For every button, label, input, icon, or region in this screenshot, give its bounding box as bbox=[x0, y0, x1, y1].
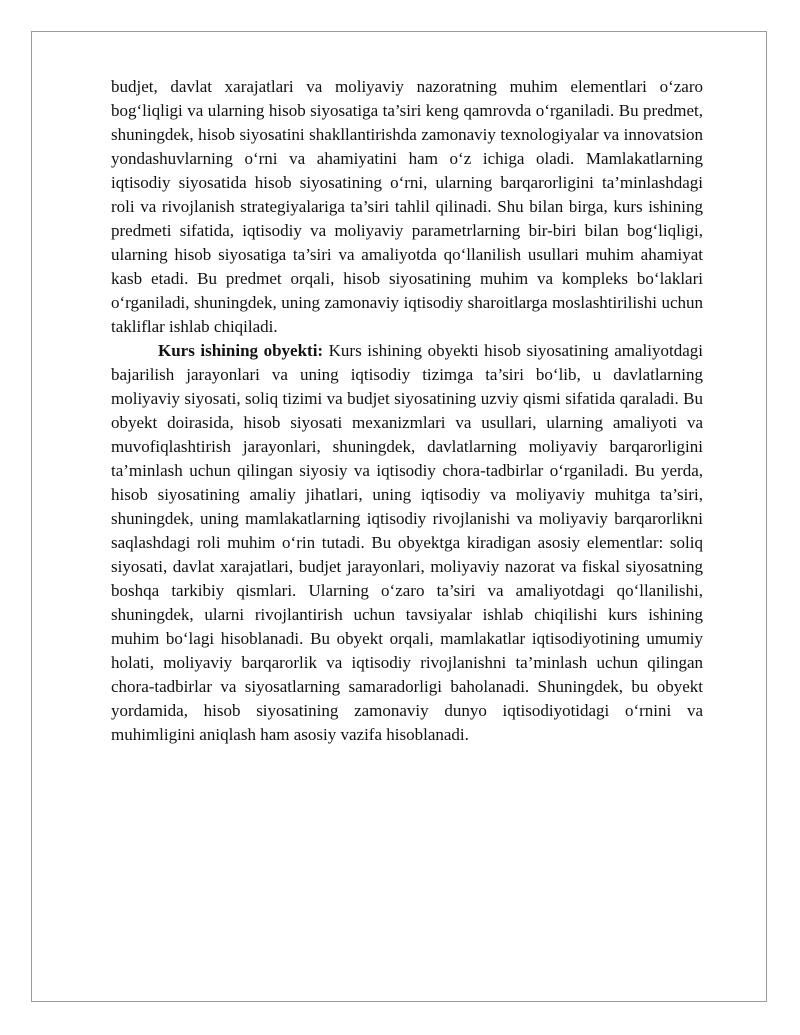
paragraph-heading: Kurs ishining obyekti: bbox=[158, 341, 324, 360]
paragraph-obyekt bbox=[111, 339, 703, 747]
body-text bbox=[111, 75, 703, 747]
paragraph-predmet: budjet, davlat xarajatlari va moliyaviy nazoratning muhim elementlari o‘zaro bog‘liqligi va ularning hisob siyosatiga ta’siri keng qamrovda o‘rganiladi. Bu predmet, shuningdek, hisob siyosatini shakllantirishda zamonaviy texnologiyalar va innovatsion yondashuvlarning o‘rni va ahamiyatini ham o‘z ichiga oladi. Mamlakatlarning iqtisodiy siyosatida hisob siyosatining o‘rni, ularning barqarorligini ta’minlashdagi roli va rivojlanish strategiyalariga ta’siri tahlil qilinadi. Shu bilan birga, kurs ishining predmeti sifatida, iqtisodiy va moliyaviy parametrlarning bir-biri bilan bog‘liqligi, ularning hisob siyosatiga ta’siri va amaliyotda qo‘llanilish usullari muhim ahamiyat kasb etadi. Bu predmet orqali, hisob siyosatining muhim va kompleks bo‘laklari o‘rganiladi, shuningdek, uning zamonaviy iqtisodiy sharoitlarga moslashtirilishi uchun takliflar ishlab chiqiladi. bbox=[111, 77, 703, 336]
paragraph-obyekt-body: Kurs ishining obyekti hisob siyosatining amaliyotdagi bajarilish jarayonlari va uning iqtisodiy tizimga ta’siri bo‘lib, u davlatlarning moliyaviy siyosati, soliq tizimi va budjet siyosatining uzviy qismi sifatida qaraladi. Bu obyekt doirasida, hisob siyosati mexanizmlari va usullari, ularning amaliyoti va muvofiqlashtirish jarayonlari, shuningdek, davlatlarning moliyaviy barqarorligini ta’minlash uchun qilingan siyosiy va iqtisodiy chora-tadbirlar o‘rganiladi. Bu yerda, hisob siyosatining amaliy jihatlari, uning iqtisodiy va moliyaviy muhitga ta’siri, shuningdek, uning mamlakatlarning iqtisodiy rivojlanishi va moliyaviy barqarorlikni saqlashdagi roli muhim o‘rin tutadi. Bu obyektga kiradigan asosiy elementlar: soliq siyosati, davlat xarajatlari, budjet jarayonlari, moliyaviy nazorat va fiskal siyosatning boshqa tarkibiy qismlari. Ularning o‘zaro ta’siri va amaliyotdagi qo‘llanilishi, shuningdek, ularni rivojlantirish uchun tavsiyalar ishlab chiqilishi kurs ishining muhim bo‘lagi hisoblanadi. Bu obyekt orqali, mamlakatlar iqtisodiyotining umumiy holati, moliyaviy barqarorlik va iqtisodiy rivojlanishni ta’minlash uchun qilingan chora-tadbirlar va siyosatlarning samaradorligi baholanadi. Shuningdek, bu obyekt yordamida, hisob siyosatining zamonaviy dunyo iqtisodiyotidagi o‘rnini va muhimligini aniqlash ham asosiy vazifa hisoblanadi. bbox=[111, 341, 703, 744]
document-page bbox=[31, 31, 767, 1002]
